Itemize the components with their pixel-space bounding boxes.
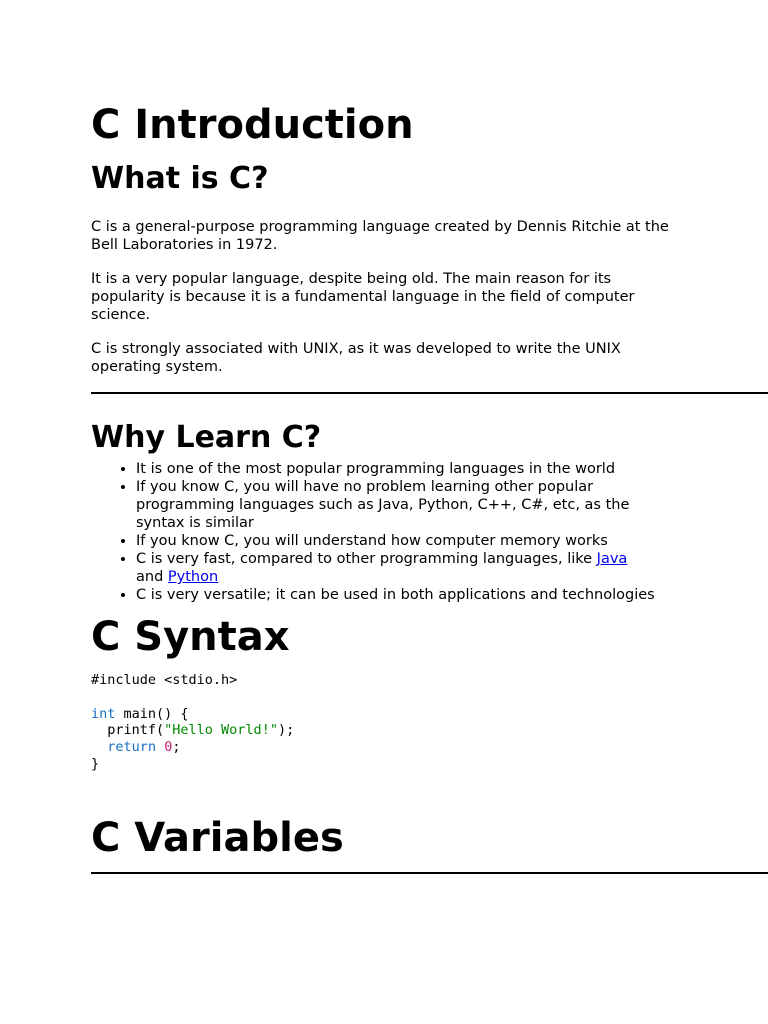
python-link[interactable]: Python [167,569,219,585]
code-number-literal: 0 [164,739,173,756]
code-keyword-return: return [107,739,157,756]
section-heading-what-is-c: What is C? [91,161,269,196]
document-content [91,100,768,874]
code-printf-close: ); [277,722,295,739]
code-include: #include <stdio.h> [91,672,238,688]
intro-paragraph-2: It is a very popular language, despite being old. The main reason for its popularity is because it is a fundamental language in the field of computer science. [91,271,635,323]
intro-paragraph-3: C is strongly associated with UNIX, as it was developed to write the UNIX operating system. [91,341,621,375]
intro-paragraph-1: C is a general-purpose programming language created by Dennis Ritchie at the Bell Laboratories in 1972. [91,219,669,253]
code-block [91,672,768,773]
java-link[interactable]: Java [596,551,628,567]
section-heading-c-variables: C Variables [91,814,344,861]
code-semicolon: ; [172,739,181,756]
list-item: • If you know C, you will have no problem learning other popular programming languages such as Java, Python, C++, C#, etc, as the syntax is similar [136,478,656,532]
section-divider [91,392,768,394]
code-brace-close: } [91,755,100,772]
list-item [136,550,656,586]
section-heading-why-learn-c: Why Learn C? [91,420,322,455]
list-item: • If you know C, you will understand how computer memory works [136,532,736,550]
code-printf-open: printf( [91,722,165,739]
list-item-text: C is very fast, compared to other programming languages, like [136,551,597,567]
code-string-literal: "Hello World!" [164,722,278,739]
code-keyword-int: int [91,705,116,722]
section-heading-c-syntax: C Syntax [91,614,290,660]
list-item: • It is one of the most popular programming languages in the world [136,460,736,478]
list-item: • C is very versatile; it can be used in both applications and technologies [136,586,736,604]
list-item-text: and [136,569,168,585]
section-divider [91,872,768,874]
code-main-signature: main() { [115,705,189,722]
why-learn-list [91,460,736,604]
page-title: C Introduction [91,102,414,148]
